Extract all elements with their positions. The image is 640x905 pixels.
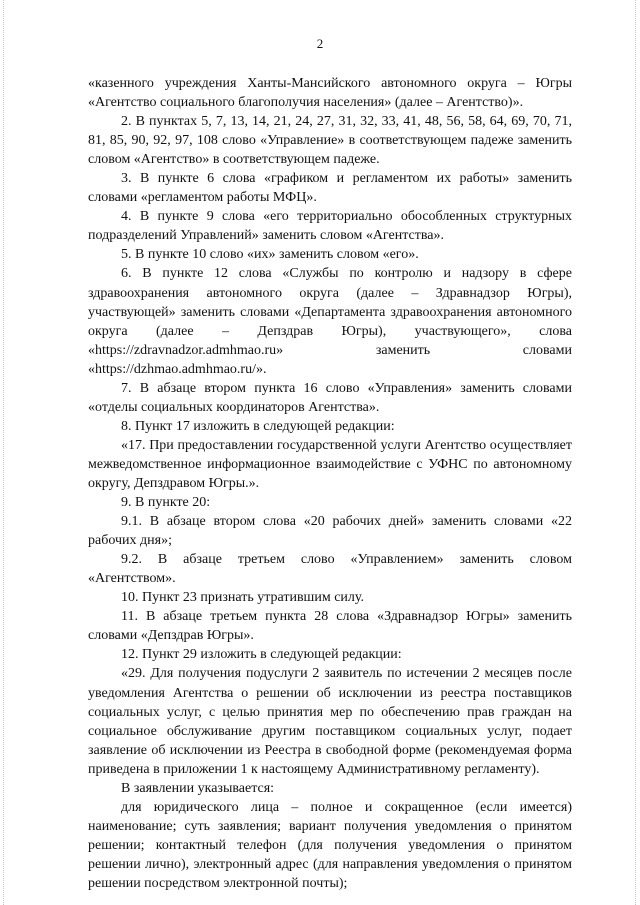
paragraph-application-contents: В заявлении указывается: [121,780,275,796]
paragraph-item-5: 5. В пункте 10 слово «их» заменить словом «его». [121,247,419,263]
paragraph-item-9-1: 9.1. В абзаце втором слова «20 рабочих дней» заменить словами «22 рабочих дня»; [88,514,572,549]
paragraph-item-10: 10. Пункт 23 признать утратившим силу. [121,590,364,606]
paragraph-item-6: 6. В пункте 12 слова «Службы по контролю и надзору в сфере здравоохранения автономного округа (далее – Здравнадзор Югры), участвующей» заменить словами «Департамента здравоохранения автономного округа (далее – Депздрав Югры), участвующего», слова «https://zdravnadzor.admhmao.ru» заменить словами «https://dzhmao.admhmao.ru/». [88,266,572,377]
document-body [88,74,572,893]
paragraph-item-8: 8. Пункт 17 изложить в следующей редакции: [121,418,395,434]
paragraph-item-4: 4. В пункте 9 слова «его территориально обособленных структурных подразделений Управлений» заменить словом «Агентства». [88,209,572,244]
scan-edge-left [3,0,5,905]
paragraph-item-3: 3. В пункте 6 слова «графиком и регламентом их работы» заменить словами «регламентом работы МФЦ». [88,171,572,206]
paragraph-item-17-quote: «17. При предоставлении государственной услуги Агентство осуществляет межведомственное информационное взаимодействие с УФНС по автономному округу, Депздравом Югры.». [88,437,572,491]
paragraph-item-2: 2. В пунктах 5, 7, 13, 14, 21, 24, 27, 31, 32, 33, 41, 48, 56, 58, 64, 69, 70, 71, 81, 85, 90, 92, 97, 108 слово «Управление» в соответствующем падеже заменить словом «Агентство» в соответствующем падеже. [88,114,572,168]
paragraph-item-29-quote: «29. Для получения подуслуги 2 заявитель по истечении 2 месяцев после уведомления Агентства о решении об исключении из реестра поставщиков социальных услуг, с целью принятия мер по обеспечению прав граждан на социальное обслуживание другим поставщиком социальных услуг, подает заявление об исключении из Реестра в свободной форме (рекомендуемая форма приведена в приложении 1 к настоящему Административному регламенту). [88,666,572,777]
scan-edge-right [635,0,637,905]
paragraph-item-9: 9. В пункте 20: [121,495,211,511]
page-number: 2 [316,36,324,51]
paragraph-item-9-2: 9.2. В абзаце третьем слово «Управлением» заменить словом «Агентством». [88,552,572,587]
paragraph-continuation: «казенного учреждения Ханты-Мансийского автономного округа – Югры «Агентство социального благополучия населения» (далее – Агентство)». [88,76,572,111]
paragraph-legal-entity: для юридического лица – полное и сокращенное (если имеется) наименование; суть заявления; вариант получения уведомления о принятом решении; контактный телефон (для получения уведомления о принятом решении лично), электронный адрес (для направления уведомления о принятом решении посредством электронной почты); [88,799,572,891]
paragraph-item-11: 11. В абзаце третьем пункта 28 слова «Здравнадзор Югры» заменить словами «Депздрав Югры». [88,609,572,644]
paragraph-item-12: 12. Пункт 29 изложить в следующей редакции: [121,647,402,663]
paragraph-item-7: 7. В абзаце втором пункта 16 слово «Управления» заменить словами «отделы социальных координаторов Агентства». [88,380,572,415]
